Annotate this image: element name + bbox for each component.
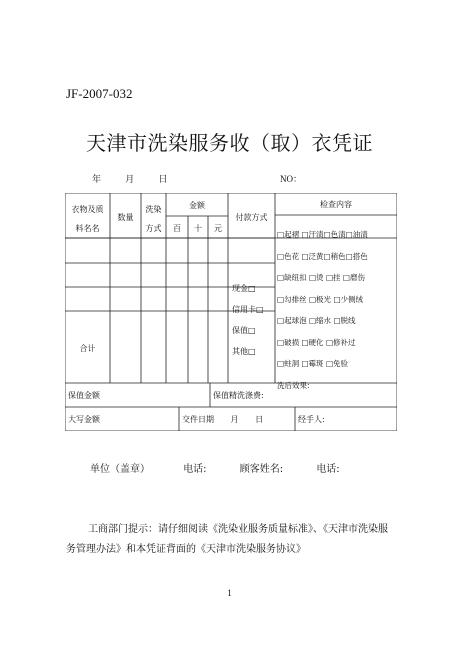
payment-cash-option[interactable]: 现金□: [232, 284, 256, 293]
inspection-row[interactable]: □起褶 □汗渍□色渍□油渍: [277, 230, 368, 239]
header-amount-yuan: 元: [214, 224, 222, 233]
regulatory-notice: 工商部门提示：请仔细阅读《洗染业服务质量标准》、《天津市洗染服务管理办法》和本凭证背面的《天津市洗染服务协议》: [66, 524, 388, 555]
header-payment-method: 付款方式: [235, 213, 268, 222]
date-day-label: 日: [158, 174, 168, 184]
document-number: JF-2007-032: [66, 86, 133, 101]
date-year-label: 年: [92, 174, 102, 184]
date-month-label: 月: [125, 174, 135, 184]
header-amount: 金额: [189, 201, 205, 210]
unit-phone-label: 电话:: [183, 464, 207, 475]
inspection-row[interactable]: □色花 □泛黄□稍色□搭色: [277, 251, 368, 261]
insured-fee-label: 保值精洗涤费:: [213, 391, 264, 400]
header-item-name: 衣物及质 料名名: [71, 205, 104, 233]
payment-other-option[interactable]: 其他□: [232, 347, 256, 356]
customer-name-label: 顾客姓名:: [239, 464, 284, 475]
header-quantity: 数量: [117, 213, 134, 222]
customer-phone-label: 电话:: [316, 464, 340, 475]
receipt-form-table: [65, 193, 397, 431]
payment-options: [232, 278, 264, 362]
inspection-row[interactable]: □缺纽扣 □烫 □挂 □磨伤: [277, 273, 365, 282]
inspection-row[interactable]: □蛀洞 □霉斑 □免验: [277, 359, 349, 368]
header-inspection: 检查内容: [320, 200, 352, 209]
delivery-date-label: 交件日期 月 日: [182, 415, 264, 424]
page-title: 天津市洗染服务收（取）衣凭证: [86, 131, 373, 155]
inspection-row[interactable]: □起球泡 □缩水 □脱线: [277, 316, 356, 325]
footer-signature-line: [90, 460, 370, 475]
payment-credit-card-option[interactable]: 信用卡□: [232, 305, 264, 314]
insured-amount-label: 保值金额: [68, 391, 100, 400]
header-amount-tens: 十: [194, 224, 202, 233]
inspection-row[interactable]: □勾排丝 □极光 □少侧绒: [277, 294, 364, 304]
unit-seal-label: 单位（盖章）: [90, 464, 150, 475]
total-label: 合计: [79, 344, 96, 353]
payment-insured-option[interactable]: 保值□: [232, 326, 256, 335]
handler-label: 经手人:: [298, 415, 325, 424]
header-amount-hundreds: 百: [173, 224, 181, 233]
inspection-checklist: [277, 224, 368, 396]
page-number: 1: [227, 588, 232, 598]
date-line: [92, 172, 190, 185]
inspection-row[interactable]: □破损 □硬化 □修补过: [277, 337, 356, 347]
wash-effect-label: 洗后效果:: [277, 380, 310, 390]
serial-number-label: NO：: [280, 174, 302, 184]
header-wash-method: 洗染 方式: [145, 205, 162, 233]
amount-in-words-label: 大写金额: [68, 415, 100, 424]
